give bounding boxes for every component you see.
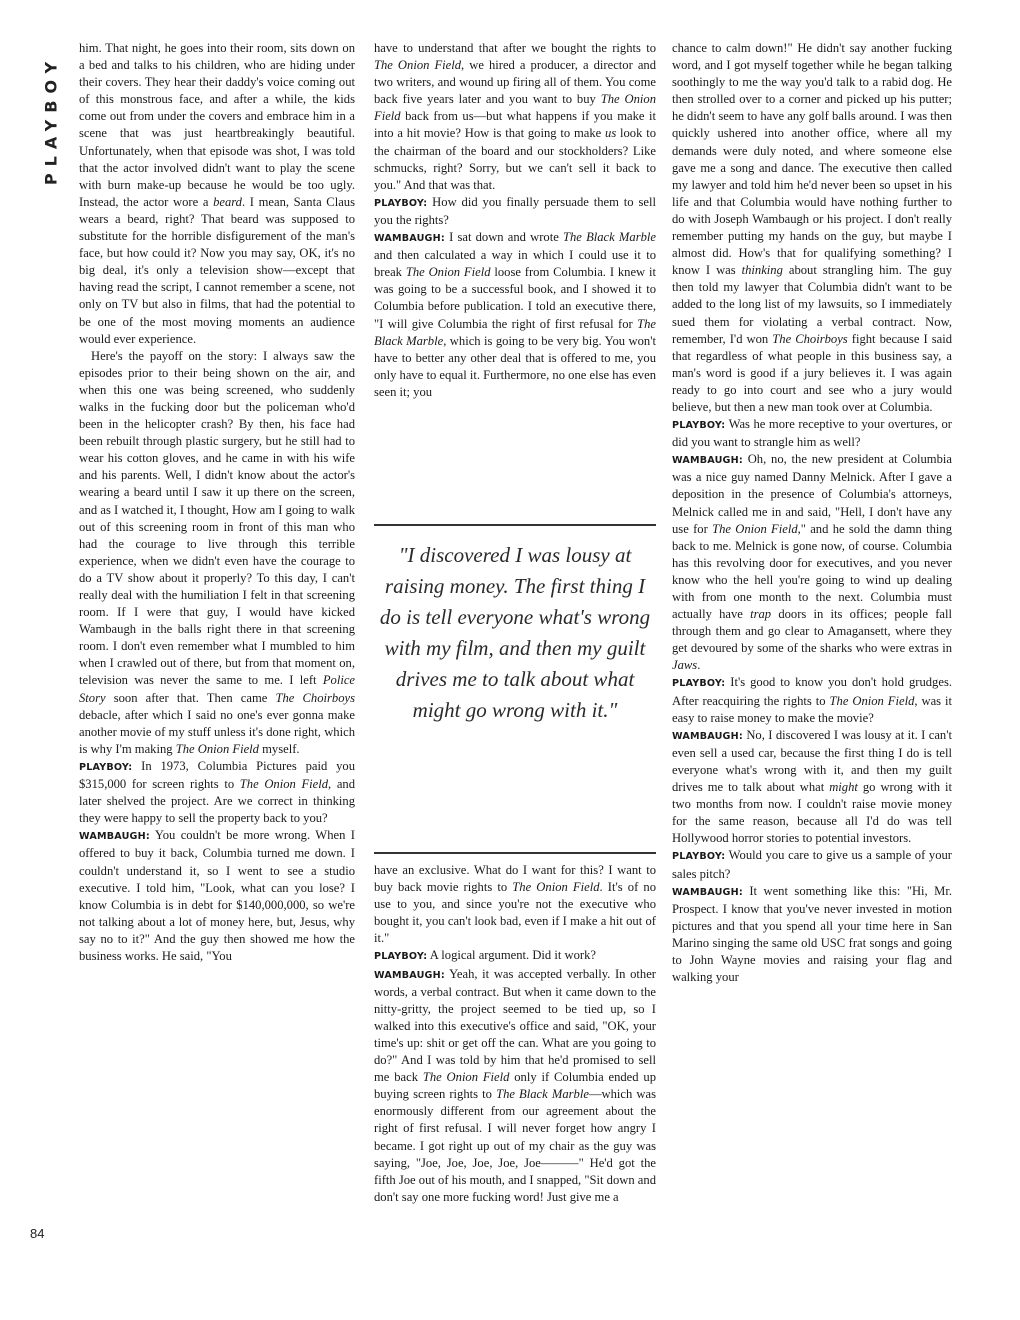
pull-quote (374, 524, 656, 854)
interviewee-answer: WAMBAUGH: It went something like this: "Hi, Mr. Prospect. I know that you've never invested in motion pictures and that you spend all your time here in San Marino singing the same old USC frat songs and going to John Wayne movies and raising your flag and walking your (672, 883, 952, 985)
speaker-label: PLAYBOY: (79, 761, 133, 773)
interviewee-answer: WAMBAUGH: No, I discovered I was lousy at it. I can't even sell a used car, because the first thing I do is tell everyone what's wrong with it, and then my guilt drives me to talk about what might go wrong with it two months from now. I couldn't raise movie money for the same reason, because all I'd do was tell Hollywood horror stories to potential investors. (672, 727, 952, 846)
speaker-label: WAMBAUGH: (672, 886, 743, 898)
paragraph: have to understand that after we bought the rights to The Onion Field, we hired a producer, a director and two writers, and wound up firing all of them. You come back five years later and you want to buy The Onion Field back from us—but what happens if you make it into a hit movie? How is that going to make us look to the chairman of the board and our stockholders? Like schmucks, right? Sorry, but we can't sell it back to you." And that was that. (374, 41, 657, 192)
interviewee-answer: WAMBAUGH: Yeah, it was accepted verbally. In other words, a verbal contract. But when it came down to the nitty-gritty, the project seemed to be tied up, so I walked into this executive's office and said, "OK, your time's up: shit or get off the can. What are you going to do?" And I was told by him that he'd promised to sell me back The Onion Field only if Columbia ended up buying screen rights to The Black Marble—which was enormously different from our agreement about the right of first refusal. I will never forget how angry I became. I got right up out of my chair as the guy was saying, "Joe, Joe, Joe, Joe, Joe———" He'd got the fifth Joe out of his mouth, and I snapped, "Sit down and don't say one more fucking word! Just give me a (374, 966, 656, 1204)
speaker-label: WAMBAUGH: (374, 969, 445, 981)
paragraph: have an exclusive. What do I want for this? I want to buy back movie rights to The Onion Field. It's of no use to you, and since you're not the executive who bought it, you can't look bad, even if I make a hit out of it." (374, 863, 656, 946)
masthead: PLAYBOY (41, 54, 61, 186)
page-number: 84 (30, 1226, 45, 1241)
interviewer-question: PLAYBOY: In 1973, Columbia Pictures paid you $315,000 for screen rights to The Onion Field, and later shelved the project. Are we correct in thinking they were happy to sell the property back to you? (79, 758, 356, 826)
speaker-label: PLAYBOY: (672, 851, 726, 863)
speaker-label: WAMBAUGH: (672, 730, 743, 742)
column-2-top (374, 40, 656, 401)
speaker-label: PLAYBOY: (374, 197, 428, 209)
speaker-label: WAMBAUGH: (79, 831, 150, 843)
column-3 (672, 40, 952, 986)
divider (374, 852, 656, 854)
speaker-label: WAMBAUGH: (374, 233, 445, 245)
speaker-label: PLAYBOY: (672, 420, 726, 432)
paragraph: him. That night, he goes into their room, sits down on a bed and talks to his children, who are hiding under their covers. They hear their daddy's voice coming out of this monstrous face, and after a while, the kids come out from under the covers and embrace him in a scene that was just heartbreakingly beautiful. Unfortunately, when that episode was shot, I was told that the actor involved didn't want to play the scene with burn make-up because he would be too ugly. Instead, the actor wore a beard. I mean, Santa Claus wears a beard, right? That beard was supposed to substitute for the horrible disfigurement of the man's face, but how could it? Now you may say, OK, it's no big deal, it's only a television show—except that having read the script, I cannot remember a scene, not only on TV but also in films, that had the potential to be one of the most moving moments an audience would ever experience. (79, 41, 355, 346)
column-1 (79, 40, 355, 965)
speaker-label: PLAYBOY: (672, 678, 726, 690)
speaker-label: WAMBAUGH: (672, 455, 743, 467)
interviewer-question: PLAYBOY: Was he more receptive to your overtures, or did you want to strangle him as well? (672, 417, 952, 450)
speaker-label: PLAYBOY: (374, 951, 428, 963)
column-2-bottom (374, 862, 656, 1206)
interviewee-answer: WAMBAUGH: Oh, no, the new president at Columbia was a nice guy named Danny Melnick. After I gave a deposition in the presence of Columbia's attorneys, Melnick called me in and said, "Hell, I don't have any use for The Onion Field," and he sold the damn thing back to me. Melnick is gone now, of course. Columbia has this revolving door for executives, and you never know who the hell you're going to wind up dealing with from one month to the next. Columbia must actually have trap doors in its offices; people fall through them and go clear to Amagansett, where they get devoured by some of the sharks who were extras in Jaws. (672, 452, 953, 673)
pull-quote-text: "I discovered I was lousy at raising money. The first thing I do is tell everyone what's wrong with my film, and then my guilt drives me to talk about what might go wrong with it." (379, 543, 651, 722)
divider (374, 524, 656, 526)
paragraph: chance to calm down!" He didn't say another fucking word, and I got myself together while he began talking soothingly to me the way you'd talk to a rabid dog. He then strolled over to a corner and picked up his putter; he didn't seem to have any golf balls around. I was then quickly ushered into another office, where all my demands were duly noted, and where someone else gave me a song and dance. The executive then called my lawyer and told him he'd never been so upset in his life and that Columbia would have nothing further to do with Joseph Wambaugh or his project. I don't really remember putting my hands on the guy, but maybe I almost did. How's that for qualifying something? I know I was thinking about strangling him. The guy then told my lawyer that Columbia didn't want to be added to the long list of my lawsuits, so I immediately sued them for violating a verbal contract. Now, remember, I'd won The Choirboys fight because I said that regardless of what people in this business say, a man's word is good if a jury believes it. I was again ready to go into court and see who a jury would believe, but then a new man took over at Columbia. (672, 41, 952, 414)
interviewee-answer: WAMBAUGH: You couldn't be more wrong. When I offered to buy it back, Columbia turned me down. I couldn't understand it, so I went to see a studio executive. I told him, "Look, what can you lose? I know Columbia is in debt for $140,000,000, so we're not talking about a lot of money here, but, Jesus, why say no to it?" And the guy then showed me how the business works. He said, "You (79, 828, 355, 963)
interviewer-question: PLAYBOY: A logical argument. Did it work? (374, 948, 596, 963)
interviewer-question: PLAYBOY: Would you care to give us a sample of your sales pitch? (672, 848, 952, 881)
interviewer-question: PLAYBOY: It's good to know you don't hold grudges. After reacquiring the rights to The Onion Field, was it easy to raise money to make the movie? (672, 675, 953, 725)
interviewer-question: PLAYBOY: How did you finally persuade them to sell you the rights? (374, 194, 656, 227)
interviewee-answer: WAMBAUGH: I sat down and wrote The Black Marble and then calculated a way in which I could use it to break The Onion Field loose from Columbia. I knew it was going to be a successful book, and I showed it to Columbia before publication. I told an executive there, "I will give Columbia the right of first refusal for The Black Marble, which is going to be very big. You won't have to better any other deal that is offered to me, you only have to equal it. Furthermore, no one else has even seen it; you (374, 230, 656, 399)
paragraph: Here's the payoff on the story: I always saw the episodes prior to their being shown on the air, and when this one was being screened, who suddenly walks in the fucking door but the policeman who'd been in the helicopter crash? By then, his face had been rebuilt through plastic surgery, but he still had to wear his cotton gloves, and he came in with his wife and his parents. Well, I didn't know about the actor's wearing a beard until I saw it up there on the screen, and as I watched it, I thought, How am I going to walk out of this screening room in front of this man who had the courage to live through this terrible experience, when we didn't even have the courage to do a TV show about it properly? To this day, I can't really deal with the humiliation I felt in that screening room. If I were that guy, I would have kicked Wambaugh in the balls right there in that screening room. I don't even remember what I mumbled to him when I crawled out of there, but from that moment on, television was never the same to me. I left Police Story soon after that. Then came The Choirboys debacle, after which I said no one's ever gonna make another movie of my stuff unless it's done right, which is why I'm making The Onion Field myself. (79, 348, 355, 756)
